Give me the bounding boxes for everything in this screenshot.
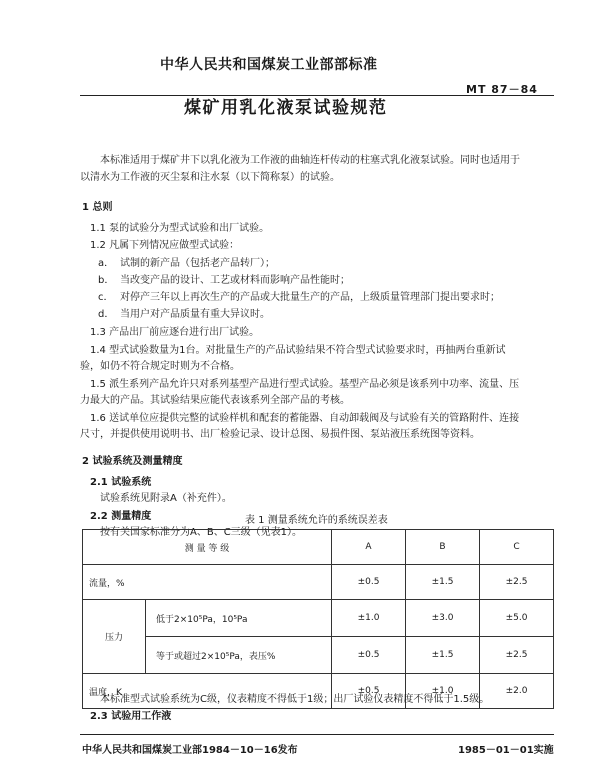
table-header-row [83,530,554,565]
implement-date: 1985－01－01实施 [458,745,554,756]
clause-1-5-line-1: 1.5 派生系列产品允许只对系列基型产品进行型式试验。基型产品必须是该系列中功率、流量、压 [90,379,520,390]
clause-1-5-line-2: 力最大的产品。其试验结果应能代表该系列全部产品的考核。 [80,395,350,406]
row-label: 低于2×10⁵Pa，10⁵Pa [146,600,332,637]
publish-date: 中华人民共和国煤炭工业部1984－10－16发布 [82,745,298,756]
cell: ±0.5 [332,637,406,674]
cell: ±0.5 [332,674,406,709]
grade-b: B [406,530,480,565]
list-mark: a． [98,258,115,269]
list-item [98,305,270,320]
grade-c: C [480,530,554,565]
document-title: 煤矿用乳化液泵试验规范 [184,98,388,118]
list-mark: b． [98,275,115,286]
clause-1-4-line-1: 1.4 型式试验数量为1台。对批量生产的产品试验结果不符合型式试验要求时，再抽两台重新试 [90,345,506,356]
list-item [98,288,500,303]
cell: ±2.5 [480,565,554,600]
list-text: 当改变产品的设计、工艺或材料而影响产品性能时； [120,275,350,286]
clause-1-4-line-2: 验，如仍不符合规定时则为不合格。 [80,361,240,372]
table-row [83,600,554,637]
table-row [83,565,554,600]
clause-1-2: 1.2 凡属下列情况应做型式试验： [90,240,240,251]
list-mark: d． [98,309,115,320]
row-label: 流量，% [83,565,332,600]
section-1-heading: 1 总则 [82,202,113,213]
cell: ±1.5 [406,565,480,600]
cell: ±2.5 [480,637,554,674]
list-text: 试制的新产品（包括老产品转厂）； [120,258,275,269]
row-label: 等于或超过2×10⁵Pa，表压% [146,637,332,674]
list-item [98,254,275,269]
cell: ±1.0 [332,600,406,637]
tolerance-table [82,529,554,709]
clause-2-1-text: 试验系统见附录A（补充件）。 [100,493,232,504]
list-text: 当用户对产品质量有重大异议时。 [120,309,270,320]
clause-2-3-heading: 2.3 试验用工作液 [90,711,172,722]
table-caption: 表 1 测量系统允许的系统误差表 [245,515,388,526]
grade-a: A [332,530,406,565]
intro-line-1: 本标准适用于煤矿井下以乳化液为工作液的曲轴连杆传动的柱塞式乳化液泵试验。同时也适用于 [100,155,520,166]
list-mark: c． [98,292,114,303]
cell: ±2.0 [480,674,554,709]
cell: ±1.0 [406,674,480,709]
table-note: 本标准型式试验系统为C级，仪表精度不得低于1级；出厂试验仪表精度不得低于1.5级。 [100,694,490,705]
clause-2-1-heading: 2.1 试验系统 [90,477,152,488]
cell: ±0.5 [332,565,406,600]
issuer-heading: 中华人民共和国煤炭工业部部标准 [160,57,378,73]
clause-1-6-line-2: 尺寸，并提供使用说明书、出厂检验记录、设计总图、易损件图、泵站液压系统图等资料。 [80,429,480,440]
list-item [98,271,350,286]
clause-2-2-heading: 2.2 测量精度 [90,511,152,522]
clause-2-2-text: 按有关国家标准分为A、B、C三级（见表1）。 [100,527,303,538]
cell: ±1.5 [406,637,480,674]
row-label: 温度，K [83,674,332,709]
pressure-label: 压力 [83,600,146,674]
list-text: 对停产三年以上再次生产的产品或大批量生产的产品，上级质量管理部门提出要求时； [120,292,500,303]
table-row [83,637,554,674]
clause-1-1: 1.1 泵的试验分为型式试验和出厂试验。 [90,223,270,234]
intro-line-2: 以清水为工作液的灭尘泵和注水泵（以下简称泵）的试验。 [80,172,340,183]
footer-rule [80,734,554,735]
clause-1-3: 1.3 产品出厂前应逐台进行出厂试验。 [90,327,260,338]
section-2-heading: 2 试验系统及测量精度 [82,456,183,467]
clause-1-6-line-1: 1.6 送试单位应提供完整的试验样机和配套的蓄能器、自动卸载阀及与试验有关的管路附件、连接 [90,413,520,424]
cell: ±5.0 [480,600,554,637]
standard-code: MT 87－84 [466,83,538,96]
cell: ±3.0 [406,600,480,637]
grade-header: 测 量 等 级 [83,530,332,565]
